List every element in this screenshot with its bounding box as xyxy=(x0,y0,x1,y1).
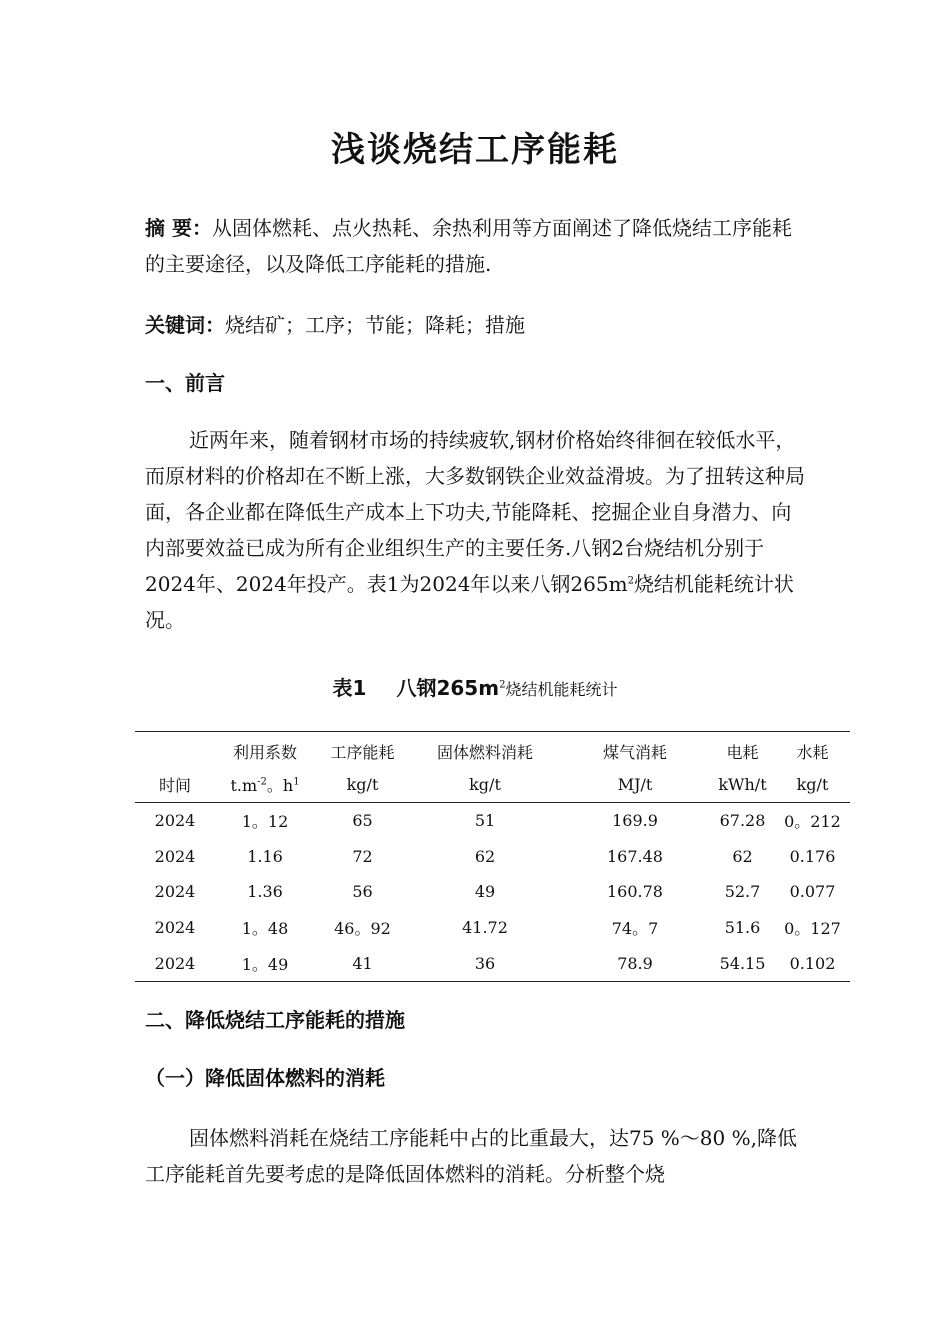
table-cell: 2024 xyxy=(154,846,196,866)
abstract-label: 摘 要： xyxy=(145,216,212,240)
table-cell: 36 xyxy=(410,945,560,981)
section-heading-1: 一、前言 xyxy=(145,371,225,395)
energy-table xyxy=(135,731,850,982)
keywords xyxy=(145,307,810,343)
intro-text-end: 烧结机能耗统计状况。 xyxy=(145,572,794,632)
intro-superscript: 2 xyxy=(627,575,634,587)
intro-text: 近两年来，随着钢材市场的持续疲软,钢材价格始终徘徊在较低水平，而原材料的价格却在不断上涨，大多数钢铁企业效益滑坡。为了扭转这种局面，各企业都在降低生产成本上下功夫,节能降耗、挖掘企业自身潜力、向内部要效益已成为所有企业组织生产的主要任务.八钢2台烧结机分别于2024年、2024年投产。表1为2024年以来八钢265m xyxy=(145,428,805,596)
table-cell: 2024 xyxy=(154,811,196,831)
table-cell: 78.9 xyxy=(560,945,710,981)
table-cell: 62 xyxy=(474,846,496,866)
table-cell: 49 xyxy=(474,882,496,902)
table-cell: 2024 xyxy=(154,918,196,938)
table-unit-cell: kg/t xyxy=(410,766,560,803)
table-cell: 67.28 xyxy=(719,811,766,831)
table-caption-rest: 烧结机能耗统计 xyxy=(505,680,618,699)
table-unit-cell: $t.m^{-2}$。$h^1$ xyxy=(215,766,315,803)
table-unit-cell: kg/t xyxy=(775,766,850,803)
table-header-cell xyxy=(135,732,215,767)
table-cell: 51.6 xyxy=(724,918,761,938)
table-caption-superscript: 2 xyxy=(499,679,506,691)
abstract-text: 从固体燃耗、点火热耗、余热利用等方面阐述了降低烧结工序能耗的主要途径，以及降低工序能耗的措施. xyxy=(145,216,792,276)
table-cell: 56 xyxy=(352,882,373,902)
table-cell: 169.9 xyxy=(612,811,658,831)
table-cell: 1。12 xyxy=(241,812,289,832)
table-cell: 2024 xyxy=(135,945,215,981)
table-cell: 160.78 xyxy=(607,882,663,902)
table-caption-main: 八钢265m xyxy=(396,676,500,700)
table-row xyxy=(135,874,850,910)
table-row xyxy=(135,803,850,839)
table-cell: 74。7 xyxy=(611,919,659,939)
subsection-heading: （一）降低固体燃料的消耗 xyxy=(145,1066,385,1090)
table-cell: 0。212 xyxy=(784,812,841,832)
table-unit-cell: kWh/t xyxy=(710,766,775,803)
table-row xyxy=(135,945,850,981)
table-header-cell: 固体燃料消耗 xyxy=(410,732,560,767)
table-row xyxy=(135,910,850,946)
table-cell: 0.102 xyxy=(775,945,850,981)
table-cell: 2024 xyxy=(154,882,196,902)
table-unit-row xyxy=(135,766,850,803)
table-caption xyxy=(0,672,950,701)
table-cell: 1。49 xyxy=(215,945,315,981)
table-cell: 1.16 xyxy=(247,846,283,866)
table-cell: 54.15 xyxy=(710,945,775,981)
table-cell: 0。127 xyxy=(784,919,841,939)
keywords-text: 烧结矿；工序；节能；降耗；措施 xyxy=(225,313,525,337)
table-row xyxy=(135,839,850,875)
table-header-row xyxy=(135,732,850,767)
table-cell: 0.176 xyxy=(789,846,836,866)
table-cell: 51 xyxy=(474,811,496,831)
table-caption-number: 表1 xyxy=(332,676,367,700)
table-header-cell: 工序能耗 xyxy=(315,732,410,767)
table-cell: 41.72 xyxy=(462,918,508,938)
table-cell: 46。92 xyxy=(334,919,391,939)
section-heading-2: 二、降低烧结工序能耗的措施 xyxy=(145,1008,405,1032)
table-cell: 72 xyxy=(352,846,373,866)
table-header-cell: 利用系数 xyxy=(215,732,315,767)
table-cell: 167.48 xyxy=(607,846,663,866)
document-title: 浅谈烧结工序能耗 xyxy=(331,130,619,170)
table-header-cell: 时间 xyxy=(135,766,215,803)
table-cell: 1.36 xyxy=(247,882,283,902)
table-header-cell: 煤气消耗 xyxy=(560,732,710,767)
table-cell: 65 xyxy=(352,811,373,831)
table-unit-cell: kg/t xyxy=(315,766,410,803)
table-header-cell: 电耗 xyxy=(710,732,775,767)
table-cell: 52.7 xyxy=(724,882,761,902)
table-cell: 1。48 xyxy=(241,919,289,939)
table-cell: 0.077 xyxy=(789,882,836,902)
table-unit-cell: MJ/t xyxy=(560,766,710,803)
body-paragraph: 固体燃料消耗在烧结工序能耗中占的比重最大，达75 %～80 %,降低工序能耗首先要考虑的是降低固体燃料的消耗。分析整个烧 xyxy=(145,1126,797,1186)
keywords-label: 关键词： xyxy=(145,313,225,337)
intro-paragraph xyxy=(145,422,810,638)
table-header-cell: 水耗 xyxy=(775,732,850,767)
table-cell: 62 xyxy=(732,846,753,866)
abstract xyxy=(145,210,810,282)
table-cell: 41 xyxy=(315,945,410,981)
